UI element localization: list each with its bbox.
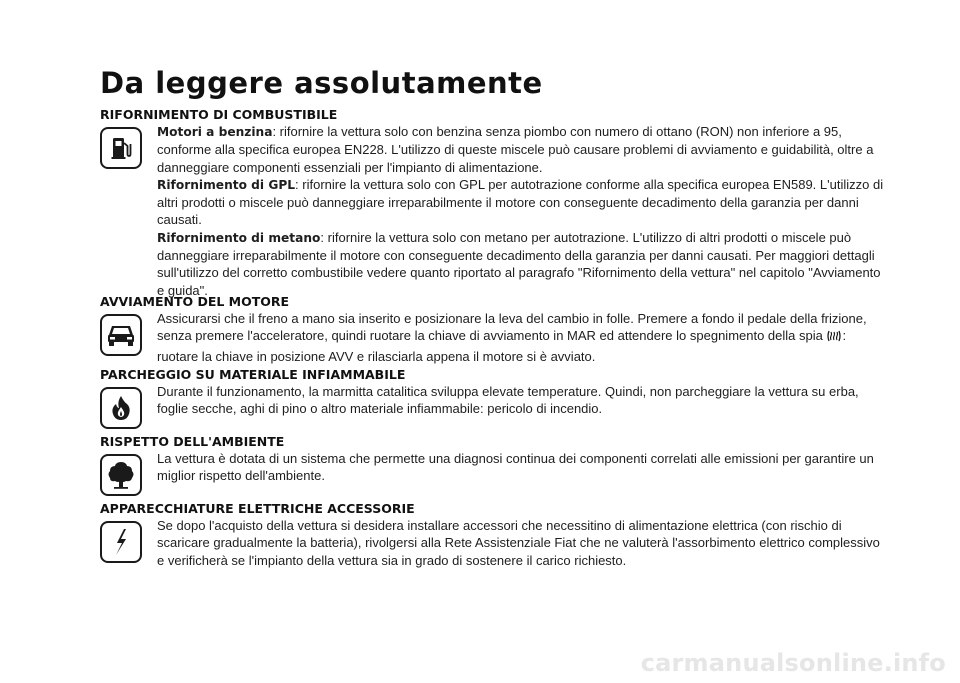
- lightning-icon: [100, 521, 142, 563]
- paragraph-lead: Motori a benzina: [157, 125, 273, 139]
- paragraph: La vettura è dotata di un sistema che permette una diagnosi continua dei componenti correlati alle emissioni per garantire un miglior rispetto dell'ambiente.: [157, 451, 874, 484]
- section-flammable-parking: [100, 367, 890, 429]
- fuel-pump-icon: [100, 127, 142, 169]
- page-title: Da leggere assolutamente: [100, 66, 543, 100]
- section-body: [157, 123, 884, 299]
- section-heading: APPARECCHIATURE ELETTRICHE ACCESSORIE: [100, 501, 415, 516]
- paragraph: [157, 310, 884, 365]
- paragraph-text: Assicurarsi che il freno a mano sia inserito e posizionare la leva del cambio in folle. Premere a fondo il pedale della frizione, senza premere l'acceleratore, quindi ruotare la chiave di avviamento in MAR ed attendere lo spegnimento della spia: [157, 311, 867, 344]
- paragraph: [157, 123, 884, 176]
- glow-plug-warning-icon: [826, 329, 842, 347]
- section-engine-start: [100, 294, 890, 365]
- section-heading: PARCHEGGIO SU MATERIALE INFIAMMABILE: [100, 367, 406, 382]
- section-body: [157, 383, 884, 429]
- paragraph: Durante il funzionamento, la marmitta catalitica sviluppa elevate temperature. Quindi, non parcheggiare la vettura su erba, foglie secche, aghi di pino o altro materiale infiammabile: pericolo di incendio.: [157, 384, 859, 417]
- tree-icon: [100, 454, 142, 496]
- section-heading: RISPETTO DELL'AMBIENTE: [100, 434, 285, 449]
- paragraph-text: : rifornire la vettura solo con benzina senza piombo con numero di ottano (RON) non inferiore a 95, conforme alla specifica europea EN228. L'utilizzo di queste miscele può causare problemi di avviamento e guidabilità, oltre a danneggiare componenti essenziali per l'impianto di alimentazione.: [157, 124, 874, 175]
- section-electrical-accessories: [100, 501, 890, 569]
- section-fuel: [100, 107, 890, 299]
- paragraph: [157, 229, 884, 299]
- paragraph-text: : rifornire la vettura solo con GPL per autotrazione conforme alla specifica europea EN589. L'utilizzo di altri prodotti o miscele può danneggiare irreparabilmente il motore con conseguente decadimento della garanzia per danni causati.: [157, 176, 884, 228]
- car-front-icon: [100, 314, 142, 356]
- paragraph-text: : rifornire la vettura solo con metano per autotrazione. L'utilizzo di altri prodotti o miscele può danneggiare irreparabilmente il motore con conseguente decadimento della garanzia per danni causati. Per maggiori dettagli sull'utilizzo del corretto combustibile vedere quanto riportato al paragrafo "Rifornimento della vettura" nel capitolo "Avviamento e guida".: [157, 229, 881, 298]
- section-heading: AVVIAMENTO DEL MOTORE: [100, 294, 290, 309]
- section-environment: [100, 434, 890, 496]
- paragraph: [157, 176, 884, 229]
- paragraph-text: : ruotare la chiave in posizione AVV e rilasciarla appena il motore si è avviato.: [157, 328, 847, 364]
- section-heading: RIFORNIMENTO DI COMBUSTIBILE: [100, 107, 338, 122]
- paragraph: Se dopo l'acquisto della vettura si desidera installare accessori che necessitino di alimentazione elettrica (con rischio di scaricare gradualmente la batteria), rivolgersi alla Rete Assistenziale Fiat che ne valuterà l'assorbimento elettrico complessivo e verificherà se l'impianto della vettura sia in grado di sostenere il carico richiesto.: [157, 518, 880, 568]
- flame-icon: [100, 387, 142, 429]
- paragraph-lead: Rifornimento di GPL: [157, 177, 296, 192]
- watermark: carmanualsonline.info: [640, 649, 946, 677]
- paragraph-lead: Rifornimento di metano: [157, 230, 321, 245]
- section-body: [157, 310, 884, 365]
- section-body: [157, 450, 884, 496]
- section-body: [157, 517, 884, 569]
